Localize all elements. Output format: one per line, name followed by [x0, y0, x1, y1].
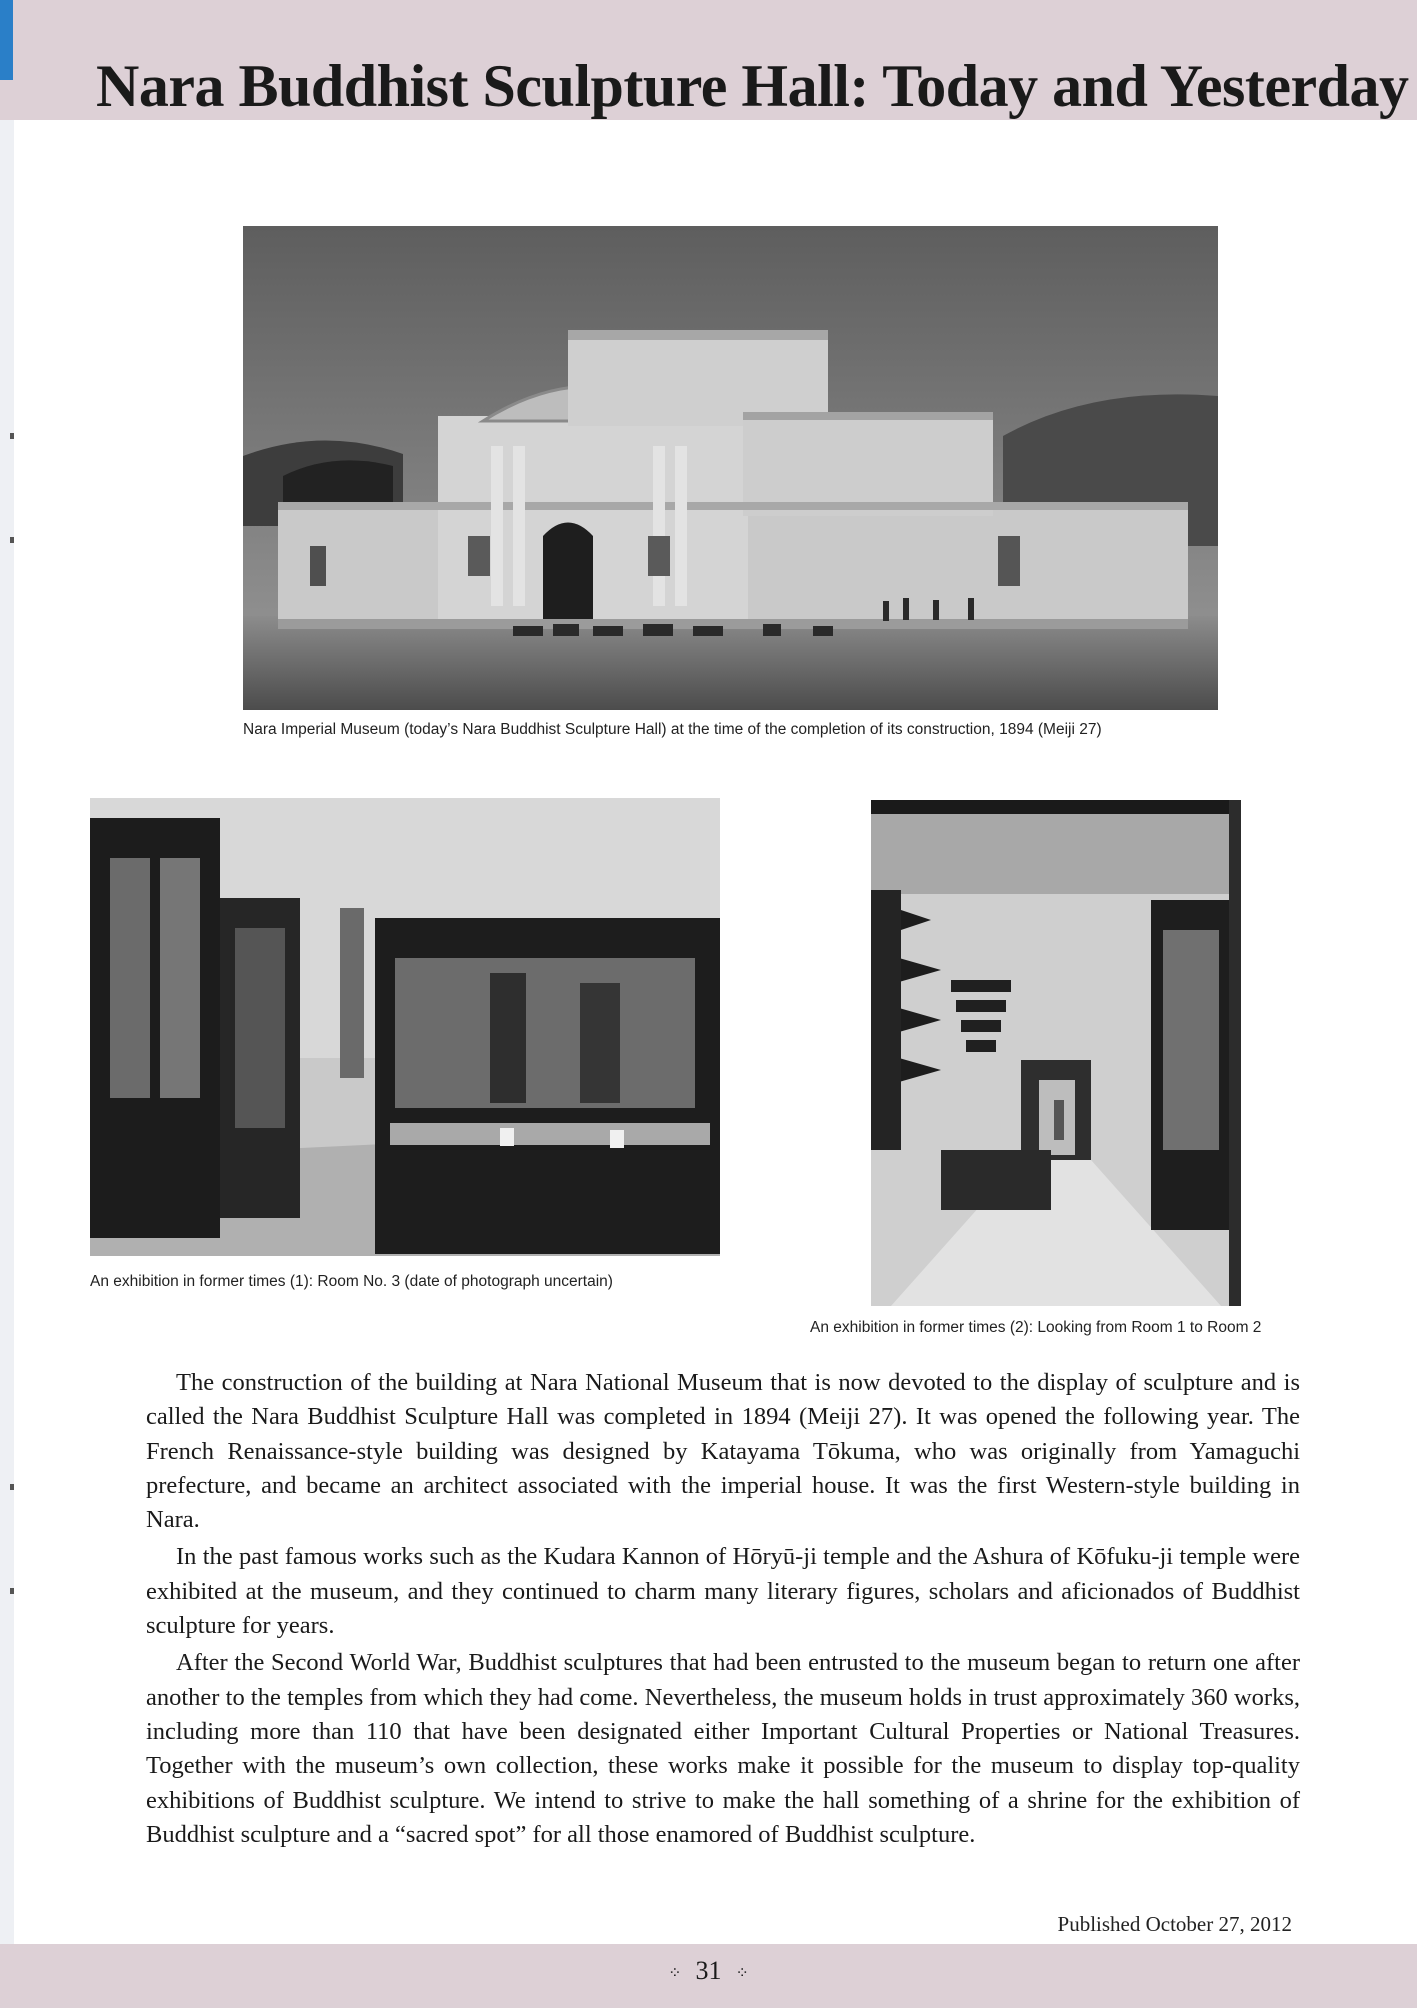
- page-footer: [0, 1956, 1417, 1986]
- exhibition-rooms-1-2-photo: [871, 800, 1241, 1306]
- margin-mark: [10, 537, 14, 543]
- article-body: [146, 1366, 1300, 1855]
- page-edge: [0, 0, 14, 2008]
- figure-caption-room-3: An exhibition in former times (1): Room No. 3 (date of photograph uncertain): [90, 1273, 613, 1290]
- margin-mark: [10, 1484, 14, 1490]
- page-title: Nara Buddhist Sculpture Hall: Today and Yesterday: [96, 53, 1409, 119]
- margin-mark: [10, 433, 14, 439]
- ornament-left-icon: ⁘: [668, 1965, 682, 1983]
- published-date: Published October 27, 2012: [1057, 1912, 1292, 1936]
- article-paragraph: After the Second World War, Buddhist sculptures that had been entrusted to the museum began to return one after another to the temples from which they had come. Nevertheless, the museum holds in trust approximately 360 works, including more than 110 that have been designated either Important Cultural Properties or National Treasures. Together with the museum’s own collection, these works make it possible for the museum to display top-quality exhibitions of Buddhist sculpture. We intend to strive to make the hall something of a shrine for the exhibition of Buddhist sculpture and a “sacred spot” for all those enamored of Buddhist sculpture.: [146, 1649, 1300, 1848]
- article-paragraph: The construction of the building at Nara National Museum that is now devoted to the display of sculpture and is called the Nara Buddhist Sculpture Hall was completed in 1894 (Meiji 27). It was opened the following year. The French Renaissance-style building was designed by Katayama Tōkuma, who was originally from Yamaguchi prefecture, and became an architect associated with the imperial house. It was the first Western-style building in Nara.: [146, 1369, 1300, 1534]
- exhibition-room-3-photo: [90, 798, 720, 1256]
- ornament-right-icon: ⁘: [735, 1965, 749, 1983]
- figure-caption-rooms-1-2: An exhibition in former times (2): Looking from Room 1 to Room 2: [810, 1319, 1262, 1336]
- page-number: 31: [695, 1956, 722, 1985]
- figure-caption-exterior: Nara Imperial Museum (today’s Nara Buddhist Sculpture Hall) at the time of the completion of its construction, 1894 (Meiji 27): [243, 721, 1102, 738]
- museum-exterior-photo: [243, 226, 1218, 710]
- margin-mark: [10, 1588, 14, 1594]
- edge-accent: [0, 0, 13, 80]
- article-paragraph: In the past famous works such as the Kudara Kannon of Hōryū-ji temple and the Ashura of Kōfuku-ji temple were exhibited at the museum, and they continued to charm many literary figures, scholars and aficionados of Buddhist sculpture for years.: [146, 1543, 1300, 1640]
